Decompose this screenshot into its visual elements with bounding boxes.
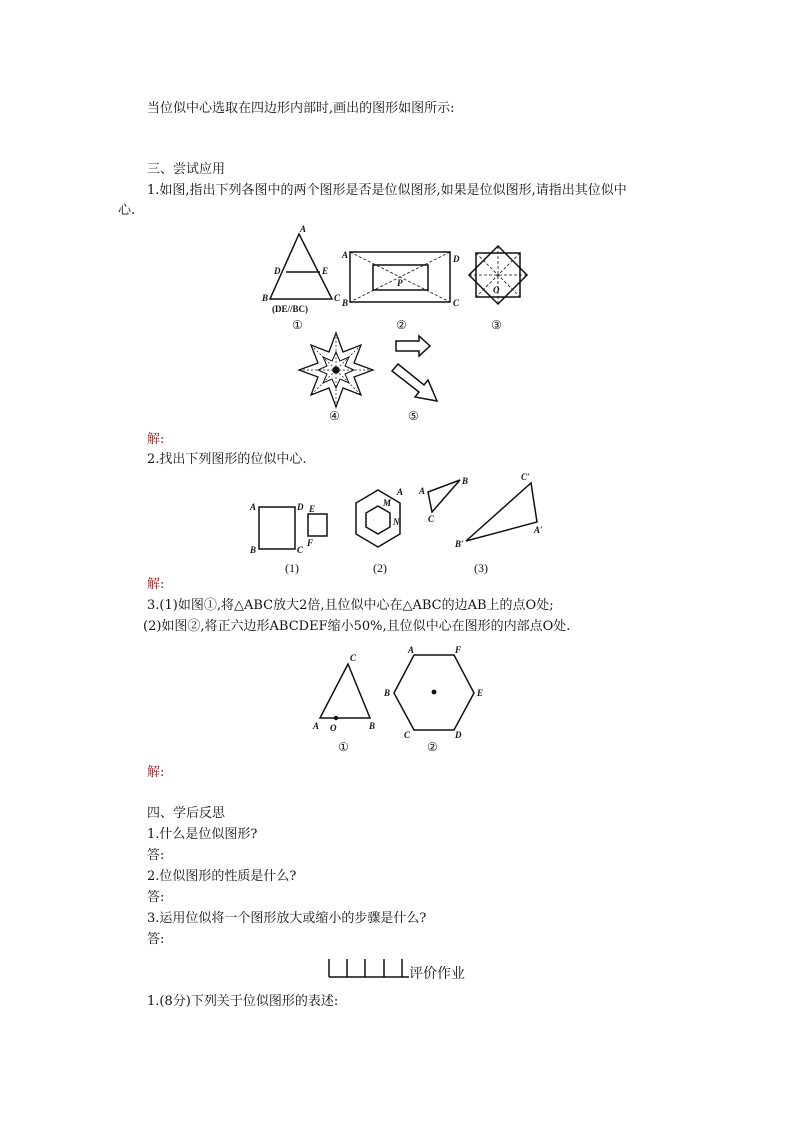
section-3-heading: 三、尝试应用: [147, 162, 226, 177]
fig2-label-m: M: [383, 498, 392, 508]
fig2-triangles: [428, 480, 537, 541]
fig1-triangle: [270, 234, 332, 299]
fig3-label-f: F: [455, 645, 462, 655]
reflection-question-2: 2.位似图形的性质是什么?: [147, 869, 297, 884]
fig2-hexagons: [356, 490, 400, 547]
fig1-label-o: O: [493, 285, 500, 295]
fig2-label-e: E: [309, 504, 316, 514]
question-2: 2.找出下列图形的位似中心.: [147, 452, 307, 467]
fig1-caption-parallel: (DE//BC): [272, 304, 308, 314]
fig2-label-a2: A: [397, 487, 404, 497]
evaluation-question-1: 1.(8分)下列关于位似图形的表述:: [147, 994, 339, 1009]
fig1-label-d2: D: [453, 254, 460, 264]
fig2-label-c: C: [297, 545, 304, 555]
fig3-label-c: C: [350, 653, 357, 663]
fig2-label-b-prime: B′: [455, 539, 464, 549]
fig2-label-b3: B: [462, 476, 469, 486]
fig1-star: [299, 333, 373, 407]
fig1-arrows: [392, 336, 437, 401]
fig1-num-4: ④: [329, 409, 340, 423]
fig3-triangle: [320, 664, 370, 718]
fig2-num-2: (2): [373, 561, 387, 575]
fig2-label-c3: C: [428, 514, 435, 524]
fig3-label-a: A: [313, 721, 320, 731]
fig3-label-b: B: [369, 721, 376, 731]
fig3-hexagon: [394, 655, 474, 730]
fig1-label-a: A: [300, 224, 307, 234]
fig3-label-o: O: [330, 723, 337, 733]
fig3-label-d: D: [455, 730, 462, 740]
fig1-label-d: D: [274, 266, 281, 276]
answer-1: 解:: [147, 432, 165, 447]
fig1-label-b: B: [262, 293, 269, 303]
fig3-label-c2: C: [404, 730, 411, 740]
fig3-num-2: ②: [427, 740, 438, 754]
fig3-num-1: ①: [338, 740, 349, 754]
reflection-answer-3: 答:: [147, 932, 165, 947]
reflection-question-3: 3.运用位似将一个图形放大或缩小的步骤是什么?: [147, 911, 427, 926]
fig1-label-b2: B: [342, 298, 349, 308]
fig3-label-a2: A: [408, 645, 415, 655]
fig1-label-e: E: [322, 266, 329, 276]
fig1-rectangles: [350, 252, 450, 302]
fig3-label-e: E: [477, 688, 484, 698]
fig3-point-o: [334, 716, 338, 720]
fig1-num-3: ③: [491, 318, 502, 332]
fig2-num-3: (3): [474, 561, 488, 575]
fig2-label-b: B: [250, 545, 257, 555]
fig2-label-a: A: [250, 502, 257, 512]
question-3-part-2: (2)如图②,将正六边形ABCDEF缩小50%,且位似中心在图形的内部点O处.: [143, 619, 571, 634]
answer-3: 解:: [147, 765, 165, 780]
fig2-num-1: (1): [285, 561, 299, 575]
fig1-label-c: C: [334, 293, 341, 303]
question-3-part-1: 3.(1)如图①,将△ABC放大2倍,且位似中心在△ABC的边AB上的点O处;: [147, 598, 554, 613]
intro-line: 当位似中心选取在四边形内部时,画出的图形如图所示:: [147, 101, 455, 116]
evaluation-heading: 评价作业: [409, 966, 465, 982]
fig2-label-f: F: [307, 538, 314, 548]
fig2-label-d: D: [297, 502, 304, 512]
fig1-num-5: ⑤: [408, 409, 419, 423]
fig1-label-a2: A: [342, 250, 349, 260]
reflection-question-1: 1.什么是位似图形?: [147, 827, 258, 842]
fig1-num-1: ①: [292, 318, 303, 332]
fig2-label-c-prime: C′: [521, 472, 530, 482]
fig2-label-n: N: [393, 517, 400, 527]
fig1-label-p: P: [397, 278, 403, 288]
question-1-line-2: 心.: [118, 203, 136, 218]
answer-2: 解:: [147, 577, 165, 592]
section-4-heading: 四、学后反思: [147, 806, 226, 821]
question-1-line-1: 1.如图,指出下列各图中的两个图形是否是位似图形,如果是位似图形,请指出其位似中: [147, 183, 627, 198]
fig3-label-b2: B: [384, 688, 391, 698]
fig1-label-c2: C: [453, 298, 460, 308]
fig2-label-a3: A: [419, 486, 426, 496]
fig1-squares: [469, 246, 527, 304]
fig2-squares: [259, 507, 327, 549]
reflection-answer-2: 答:: [147, 890, 165, 905]
reflection-answer-1: 答:: [147, 848, 165, 863]
fig2-label-a-prime: A′: [534, 525, 543, 535]
fig1-num-2: ②: [396, 318, 407, 332]
fig3-center-dot: [432, 690, 437, 695]
